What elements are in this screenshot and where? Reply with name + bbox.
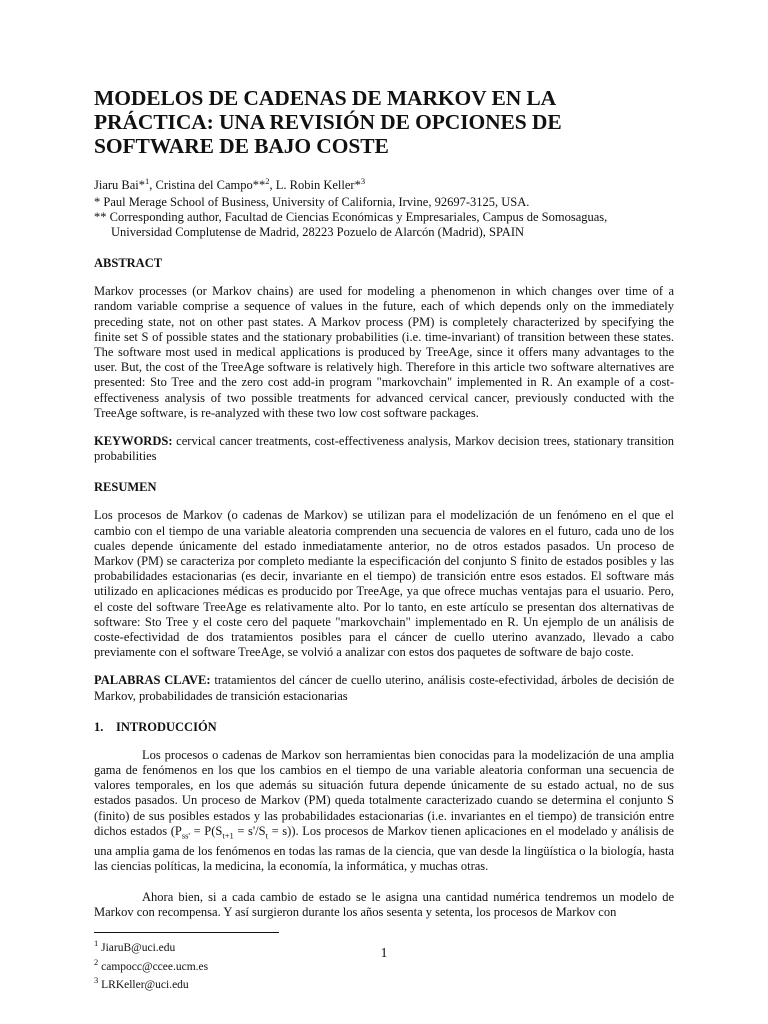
section-number: 1.	[94, 719, 104, 734]
footnote-email: LRKeller@uci.edu	[101, 978, 189, 991]
page-content	[94, 86, 674, 992]
author-mark: **	[252, 178, 266, 193]
intro-text: = s'/S	[233, 823, 266, 838]
section-heading	[94, 720, 674, 735]
footnote-number: 1	[94, 938, 99, 949]
author-mark: *	[354, 178, 361, 193]
footnote-divider	[94, 932, 279, 933]
footnote-email: campocc@ccee.ucm.es	[101, 960, 209, 973]
affiliation-2-line-1: ** Corresponding author, Facultad de Ciencias Económicas y Empresariales, Campus de Somosaguas,	[94, 210, 608, 225]
intro-text: = P(S	[189, 823, 223, 838]
palabras-clave-paragraph	[94, 673, 674, 703]
intro-paragraph-1	[94, 748, 674, 874]
abstract-heading: ABSTRACT	[94, 256, 163, 271]
keywords-text: cervical cancer treatments, cost-effectiveness analysis, Markov decision trees, stationary transition probabilities	[94, 433, 674, 464]
affiliation-2-line-2: Universidad Complutense de Madrid, 28223 Pozuelo de Alarcón (Madrid), SPAIN	[111, 225, 525, 240]
abstract-text: Markov processes (or Markov chains) are used for modeling a phenomenon in which changes over time of a random variable comprise a sequence of values in the future, each of which depends only on the immediately preceding state, not on other past states. A Markov process (PM) is completely characterized by specifying the finite set S of possible states and the stationary probabilities (i.e. time-invariant) of transition between these states. The software most used in medical applications is produced by TreeAge, since it offers many advantages to the user. But, the cost of the TreeAge software is relatively high. Therefore in this article two software alternatives are presented: Sto Tree and the zero cost add-in program "markovchain" implemented in R. An example of a cost-effectiveness analysis of two possible treatments for advanced cervical cancer, previously conducted with the TreeAge software, is re-analyzed with these two low cost software packages.	[94, 284, 674, 420]
footnote-item	[94, 974, 674, 992]
palabras-clave-text: tratamientos del cáncer de cuello uterino, análisis coste-efectividad, árboles de decisión de Markov, probabilidades de transición estacionarias	[94, 673, 674, 703]
author-name: Jiaru Bai	[94, 178, 139, 193]
palabras-clave-label: PALABRAS CLAVE:	[94, 673, 211, 688]
author-footnote-ref: 2	[265, 176, 270, 186]
resumen-heading: RESUMEN	[94, 480, 157, 495]
resumen-text: Los procesos de Markov (o cadenas de Markov) se utilizan para el modelización de un fenómeno en el que el cambio con el tiempo de una variable aleatoria comprenden una secuencia de valores en el futuro, cada uno de los cuales depende únicamente del estado inmediatamente anterior, no de otros estados pasados. Un proceso de Markov (PM) se caracteriza por completo mediante la especificación del conjunto S finito de estados posibles y las probabilidades estacionarias (es decir, invariante en el tiempo) de transición entre esos estados. El software más utilizado en aplicaciones médicas es producido por TreeAge, ya que ofrece muchas ventajas para el usuario. Pero, el coste del software TreeAge es relativamente alto. Por lo tanto, en este artículo se presentan dos alternativas de software: Sto Tree y el coste cero del paquete "markovchain" implementado en R. Un ejemplo de un análisis de coste-efectividad de dos tratamientos posibles para el cáncer de cuello uterino avanzado, llevado a cabo previamente con el software TreeAge, se volvió a analizar con estos dos paquetes de software de bajo coste.	[94, 508, 674, 660]
math-subscript: t+1	[222, 830, 234, 841]
paper-title: MODELOS DE CADENAS DE MARKOV EN LA PRÁCTICA: UNA REVISIÓN DE OPCIONES DE SOFTWARE DE BAJO COSTE	[94, 86, 562, 158]
footnote-number: 3	[94, 975, 99, 986]
author-mark: *	[138, 178, 146, 193]
page-number: 1	[380, 946, 388, 961]
author-list: Jiaru Bai*$^1$, Cristina del Campo**$^2$, L. Robin Keller*$^3$	[94, 176, 366, 193]
math-subscript: ss'	[181, 830, 190, 841]
author-footnote-ref: 1	[145, 176, 150, 186]
keywords-paragraph	[94, 434, 674, 464]
author-footnote-ref: 3	[360, 176, 366, 186]
intro-text: = s)). Los procesos de Markov tienen aplicaciones en el modelado y análisis de una amplia gama de los fenómenos en todas las ramas de la ciencia, que van desde la lingüística o la biología, hasta las ciencias políticas, la medicina, la economía, la informática, y muchas otras.	[94, 823, 674, 873]
author-name: L. Robin Keller	[275, 178, 355, 193]
section-title: INTRODUCCIÓN	[116, 719, 217, 734]
footnote-email: JiaruB@uci.edu	[101, 942, 176, 955]
affiliation-1: * Paul Merage School of Business, University of California, Irvine, 92697-3125, USA.	[94, 195, 530, 210]
math-subscript: t	[265, 830, 268, 841]
intro-paragraph-2: Ahora bien, si a cada cambio de estado se le asigna una cantidad numérica tendremos un modelo de Markov con recompensa. Y así surgieron durante los años sesenta y setenta, los procesos de Markov con	[94, 889, 674, 920]
footnote-number: 2	[94, 956, 99, 967]
intro-text: Los procesos o cadenas de Markov son herramientas bien conocidas para la modelización de una amplia gama de fenómenos en los que los cambios en el tiempo de una variable aleatoria conforman una secuencia de valores temporales, en los que además su situación futura depende únicamente de su estado actual, no de sus estados pasados. Un proceso de Markov (PM) queda totalmente caracterizado cuando se determina el conjunto S (finito) de sus posibles estados y las probabilidades estacionarias (i.e. invariantes en el tiempo) de transición entre dichos estados (P	[94, 747, 674, 838]
keywords-label: KEYWORDS:	[94, 433, 173, 448]
author-name: Cristina del Campo	[155, 178, 253, 193]
